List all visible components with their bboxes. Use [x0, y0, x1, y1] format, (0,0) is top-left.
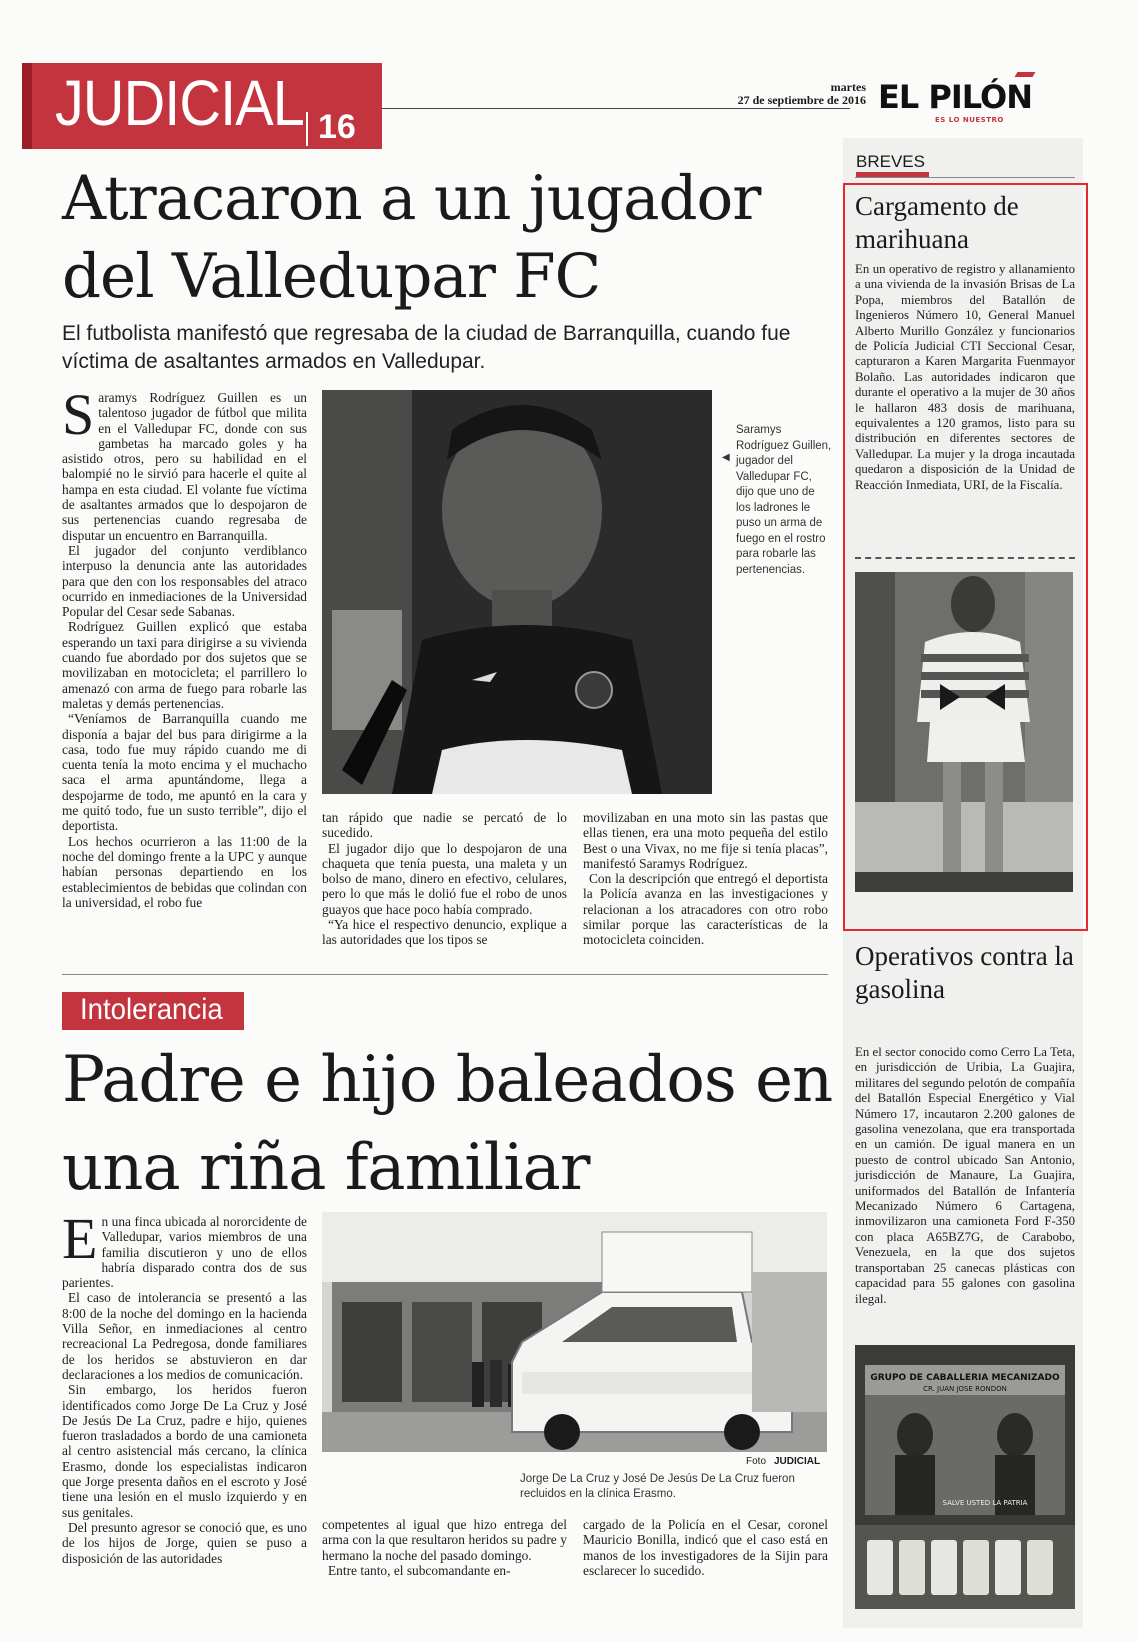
story1-paragraph: “Ya hice el respectivo denuncio, explique a las autoridades que los tipos se [322, 917, 567, 948]
story2-column-3 [583, 1517, 828, 1578]
detainee-photo-illustration [855, 572, 1073, 892]
brief1-title: Cargamento de marihuana [855, 191, 1019, 254]
story1-deck: El futbolista manifestó que regresaba de la ciudad de Barranquilla, cuando fue víctima de asaltantes armados en Valledupar. [62, 322, 791, 373]
story1-paragraph: “Veníamos de Barranquilla cuando me disponía a bajar del bus para dirigirme a la casa, todo fue muy rápido cuando me di cuenta tenía la moto encima y el muchacho saca el arma apuntándome, llega a despojarme de todo, me apuntó en la cara y me quitó todo, fue un susto terrible”, dijo el deportista. [62, 711, 307, 834]
header-rule [382, 108, 850, 109]
logo-accent [1015, 72, 1036, 77]
story-divider [62, 974, 828, 975]
brief2-title: Operativos contra la gasolina [855, 941, 1074, 1004]
story1-column-3 [583, 810, 828, 948]
section-banner-stripe [22, 63, 32, 149]
brief2-photo-seizure [855, 1345, 1075, 1609]
brief2-text: En el sector conocido como Cerro La Teta, en jurisdicción de Uribia, La Guajira, militares del segundo pelotón de compañía del Batallón Especial Energético y Vial Número 17, incautaron 2.200 galones de gasolina venezolana, que era transportada en un camión. De igual manera en un puesto de control ubicado San Antonio, jurisdicción de Manaure, La Guajira, uniformados del Batallón de Infantería Mecanizado Número 6 Cartagena, inmovilizaron una camioneta Ford F-350 con placa A65BZ7G, de Carabobo, Venezuela, en la que dos sujetos transportaban 25 canecas plásticas con capacidad para 55 galones con gasolina ilegal. [855, 1045, 1075, 1306]
story2-paragraph: competentes al igual que hizo entrega del arma con la que resultaron heridos su padre y hermano la noche del pasado domingo. [322, 1517, 567, 1563]
story1-paragraph: El jugador del conjunto verdiblanco interpuso la denuncia ante las autoridades para que den con los responsables del atraco ocurrido en inmediaciones de la Universidad Popular del Cesar sede Sabanas. [62, 542, 307, 620]
story2-photo-ambulance [322, 1212, 827, 1452]
story1-headline: Atracaron a un jugador del Valledupar FC [62, 163, 761, 312]
seizure-photo-illustration [855, 1345, 1075, 1609]
story1-dropcap: S [62, 382, 95, 447]
story2-paragraph: cargado de la Policía en el Cesar, coronel Mauricio Bonilla, indicó que el caso está en manos de los investigadores de la Sijin para esclarecer lo sucedido. [583, 1517, 828, 1578]
story1-column-2 [322, 810, 567, 948]
issue-day: martes [830, 80, 866, 94]
banner-text: GRUPO DE CABALLERIA MECANIZADO [870, 1373, 1060, 1383]
story1-paragraph: movilizaban en una moto sin las pastas que ellas tienen, era una moto pequeña del estilo Best o una Vivax, no me fije si tenía placas”, manifestó Saramys Rodríguez. [583, 810, 828, 871]
brief1-photo-detainee [855, 572, 1073, 892]
story1-photo-player [322, 390, 712, 794]
story2-paragraph: Sin embargo, los heridos fueron identificados como Jorge De La Cruz y José De Jesús De La Cruz, padre e hijo, quienes fueron trasladados a bordo de una camioneta al centro asistencial más cercano, la clínica Erasmo, donde los especialistas indicaron que Jorge presenta daños en el escroto y José tiene una lesión en el muslo izquierdo y en sus genitales. [62, 1382, 307, 1520]
logo-tagline: ES LO NUESTRO [935, 116, 1004, 124]
banner-bottom-text: SALVE USTED LA PATRIA [942, 1499, 1028, 1507]
photo-credit-name: JUDICIAL [774, 1456, 821, 1467]
story2-paragraph: n una finca ubicada al nororcidente de Valledupar, varios miembros de una familia discutieron y uno de ellos habría disparado contra dos de sus parientes. [62, 1214, 307, 1291]
newspaper-logo: EL PILÓN [878, 78, 1032, 116]
story1-paragraph: Rodríguez Guillen explicó que estaba esperando un taxi para dirigirse a su vivienda cuando fue abordado por dos sujetos que se movilizaban en motocicleta; el parrillero lo amenazó con arma de fuego para robarle las maletas y demás pertenencias. [62, 619, 307, 711]
story2-column-2 [322, 1517, 567, 1578]
player-photo-illustration [322, 390, 712, 794]
brief1-separator [855, 557, 1075, 559]
story1-paragraph: tan rápido que nadie se percató de lo sucedido. [322, 810, 567, 841]
brief1-text: En un operativo de registro y allanamiento a una vivienda de la invasión Brisas de La Popa, miembros del Batallón de Ingenieros Número 10, General Manuel Alberto Murillo González y funcionarios de Policía Judicial CTI Seccional Cesar, capturaron a Karen Margarita Fuenmayor Bolaño. Las autoridades indicaron que durante el operativo a la mujer de 30 años le hallaron 483 dosis de marihuana, equivalentes a 120 gramos, listo para su distribución en diferentes sectores de Valledupar. La mujer y la droga incautada quedaron a disposición de la Unidad de Reacción Inmediata, URI, de la Fiscalía. [855, 262, 1075, 492]
section-divider [306, 112, 308, 146]
section-name: JUDICIAL [55, 67, 304, 139]
story1-paragraph: Con la descripción que entregó el deportista la Policía avanza en las investigaciones y relacionan a los atracadores con otro robo similar porque las características de la motocicleta coinciden. [583, 871, 828, 948]
story1-paragraph: aramys Rodríguez Guillen es un talentoso jugador de fútbol que milita en el Valledupar FC, donde con sus gambetas ha marcado goles y ha asistido otros, pero su habilidad en el balompié no le sirvió para hacerle el quite al hampa en esta ciudad. El volante fue víctima de asaltantes armados que lo despojaron de sus pertenencias cuando regresaba de disputar un encuentro en Barranquilla. [62, 390, 307, 543]
caption-pointer-icon: ◀ [722, 452, 730, 463]
story2-column-1 [62, 1206, 307, 1566]
story1-photo-caption: Saramys Rodríguez Guillen, jugador del Valledupar FC, dijo que uno de los ladrones le puso un arma de fuego en el rostro para robarle las pertenencias. [736, 424, 832, 576]
story2-paragraph: Entre tanto, el subcomandante en- [328, 1562, 511, 1578]
story2-paragraph: Del presunto agresor se conoció que, es uno de los hijos de Jorge, quien se puso a disposición de las autoridades [62, 1519, 307, 1566]
story1-column-1 [62, 382, 307, 910]
issue-date: 27 de septiembre de 2016 [737, 93, 866, 107]
page-number: 16 [318, 108, 356, 146]
story2-label: Intolerancia [80, 993, 223, 1026]
sidebar-label: BREVES [856, 152, 929, 177]
story2-dropcap: E [62, 1206, 98, 1271]
ambulance-photo-illustration [322, 1212, 827, 1452]
story2-paragraph: El caso de intolerancia se presentó a las 8:00 de la noche del domingo en la hacienda Villa Señor, en inmediaciones al centro recreacional La Pedregosa, donde familiares de los heridos se abstuvieron en dar declaraciones a los medios de comunicación. [62, 1290, 307, 1382]
story1-paragraph: Los hechos ocurrieron a las 11:00 de la noche del domingo frente a la UPC y aunque habían personas departiendo en los establecimientos de bebidas que colindan con la universidad, el robo fue [62, 833, 307, 910]
sidebar-rule [855, 177, 1075, 178]
photo-credit-prefix: Foto [746, 1456, 767, 1467]
story2-headline: Padre e hijo baleados en una riña familiar [62, 1043, 833, 1205]
story1-paragraph: El jugador dijo que lo despojaron de una chaqueta que tenía puesta, una maleta y un bolso de mano, dinero en efectivo, celulares, pero lo que más le dolió fue el robo de unos guayos que hace poco había comprado. [322, 840, 567, 917]
banner-subtext: CR. JUAN JOSE RONDON [923, 1385, 1007, 1393]
story2-photo-caption: Jorge De La Cruz y José De Jesús De La Cruz fueron recluidos en la clínica Erasmo. [520, 1473, 795, 1500]
